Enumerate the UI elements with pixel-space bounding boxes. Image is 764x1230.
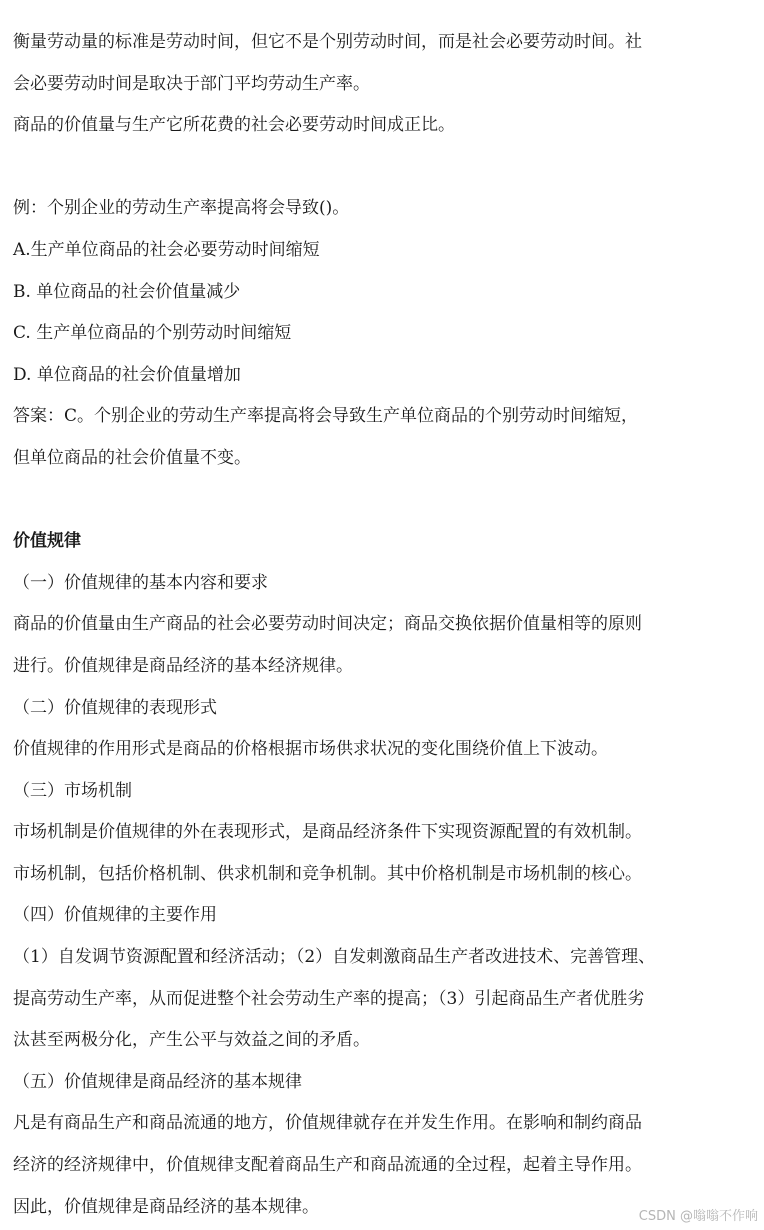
document-body [13,22,713,1228]
example-option-b: B. 单位商品的社会价值量减少 [13,281,241,302]
paragraph-line: 汰甚至两极分化，产生公平与效益之间的矛盾。 [13,1030,370,1051]
paragraph-line: 市场机制是价值规律的外在表现形式，是商品经济条件下实现资源配置的有效机制。 [13,822,642,843]
example-answer: 但单位商品的社会价值量不变。 [13,447,251,468]
subsection-heading: （三）市场机制 [13,780,132,801]
subsection-heading: （一）价值规律的基本内容和要求 [13,572,268,593]
paragraph-line: 进行。价值规律是商品经济的基本经济规律。 [13,655,353,676]
spacer [13,480,713,522]
csdn-watermark: CSDN @嗡嗡不作响 [638,1209,758,1224]
intro-line: 商品的价值量与生产它所花费的社会必要劳动时间成正比。 [13,115,455,136]
section-title: 价值规律 [13,531,81,552]
intro-line: 会必要劳动时间是取决于部门平均劳动生产率。 [13,73,370,94]
example-question: 例：个别企业的劳动生产率提高将会导致()。 [13,198,350,219]
example-option-c: C. 生产单位商品的个别劳动时间缩短 [13,323,292,344]
paragraph-line: 提高劳动生产率，从而促进整个社会劳动生产率的提高；（3）引起商品生产者优胜劣 [13,988,645,1009]
subsection-heading: （四）价值规律的主要作用 [13,905,217,926]
intro-line: 衡量劳动量的标准是劳动时间，但它不是个别劳动时间，而是社会必要劳动时间。社 [13,32,642,52]
paragraph-line: 市场机制，包括价格机制、供求机制和竞争机制。其中价格机制是市场机制的核心。 [13,863,642,884]
paragraph-line: 价值规律的作用形式是商品的价格根据市场供求状况的变化围绕价值上下波动。 [13,739,608,760]
example-option-d: D. 单位商品的社会价值量增加 [13,364,241,385]
spacer [13,147,713,189]
paragraph-line: （1）自发调节资源配置和经济活动；（2）自发刺激商品生产者改进技术、完善管理、 [13,947,656,968]
paragraph-line: 因此，价值规律是商品经济的基本规律。 [13,1196,319,1217]
subsection-heading: （二）价值规律的表现形式 [13,697,217,718]
example-option-a: A.生产单位商品的社会必要劳动时间缩短 [13,239,320,260]
example-answer: 答案：C。个别企业的劳动生产率提高将会导致生产单位商品的个别劳动时间缩短， [13,406,639,427]
subsection-heading: （五）价值规律是商品经济的基本规律 [13,1071,302,1092]
paragraph-line: 凡是有商品生产和商品流通的地方，价值规律就存在并发生作用。在影响和制约商品 [13,1113,642,1134]
paragraph-line: 商品的价值量由生产商品的社会必要劳动时间决定；商品交换依据价值量相等的原则 [13,614,642,635]
paragraph-line: 经济的经济规律中，价值规律支配着商品生产和商品流通的全过程，起着主导作用。 [13,1155,642,1176]
